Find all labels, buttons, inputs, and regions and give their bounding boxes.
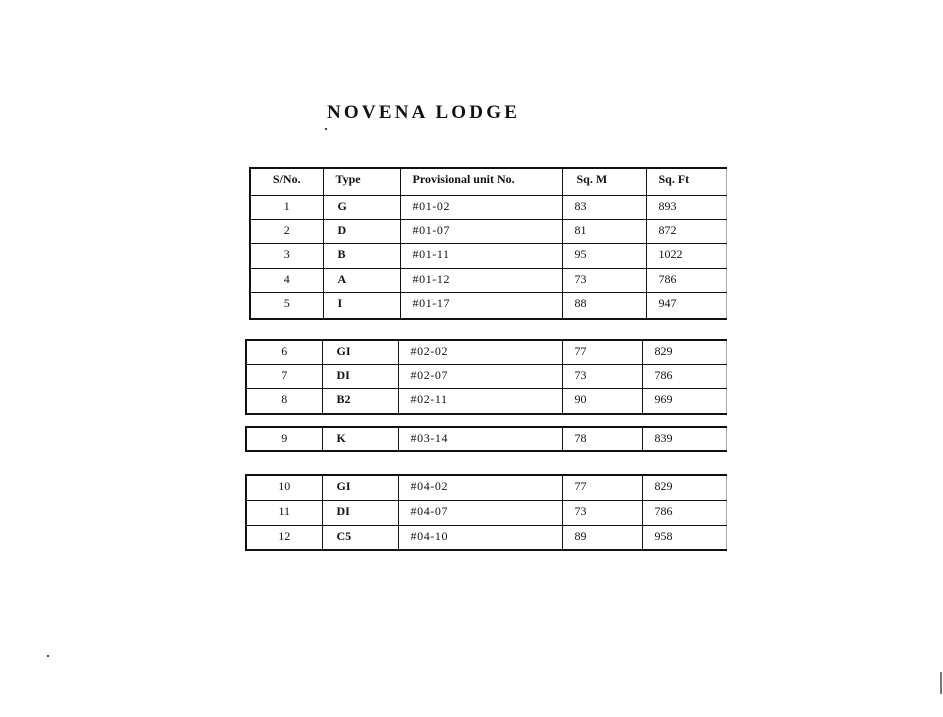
- cell-sqft: 893: [646, 195, 726, 219]
- header-sqm: Sq. M: [562, 168, 646, 195]
- cell-unit: #04-10: [398, 525, 562, 550]
- cell-sno: 5: [283, 295, 290, 310]
- cell-type: B2: [322, 388, 398, 414]
- table-row: [250, 268, 726, 292]
- table-row: [250, 243, 726, 268]
- cell-type: GI: [322, 340, 398, 364]
- header-sno: S/No.: [250, 168, 323, 195]
- table-row: [250, 219, 726, 243]
- cell-sqm: 73: [562, 268, 646, 292]
- cell-unit: #02-02: [398, 340, 562, 364]
- cell-sno: 9: [281, 431, 288, 445]
- cell-sqft: 829: [642, 475, 726, 500]
- cell-unit: #02-07: [398, 364, 562, 388]
- cell-unit: #01-12: [400, 268, 562, 292]
- scan-speck: [47, 655, 49, 657]
- cell-unit: #02-11: [398, 388, 562, 414]
- table-row: [250, 195, 726, 219]
- cell-unit: #01-02: [400, 195, 562, 219]
- cell-sno: 11: [246, 500, 322, 525]
- units-table-level-1: [249, 167, 727, 320]
- cell-sqft: 839: [642, 427, 726, 451]
- cell-sno: 3: [250, 243, 323, 268]
- scan-edge-mark: [940, 672, 942, 694]
- scan-speck: [325, 128, 327, 130]
- cell-sno: 1: [250, 195, 323, 219]
- cell-unit: #01-17: [400, 292, 562, 319]
- cell-sqft: 1022: [646, 243, 726, 268]
- table-row: [246, 427, 726, 451]
- cell-sno: 2: [250, 219, 323, 243]
- cell-type: I: [323, 292, 400, 319]
- cell-unit: #01-07: [400, 219, 562, 243]
- cell-unit: #04-07: [398, 500, 562, 525]
- table-row: [246, 500, 726, 525]
- table-row: [246, 388, 726, 414]
- table-row: [250, 292, 726, 319]
- cell-type: DI: [322, 500, 398, 525]
- cell-type: G: [323, 195, 400, 219]
- header-unit: Provisional unit No.: [400, 168, 562, 195]
- cell-type: K: [322, 427, 398, 451]
- cell-sqft: 786: [642, 500, 726, 525]
- cell-unit: #01-11: [400, 243, 562, 268]
- units-table-level-2: [245, 339, 727, 415]
- cell-unit: #04-02: [398, 475, 562, 500]
- table-row: [246, 475, 726, 500]
- cell-sno: 6: [246, 340, 322, 364]
- cell-sqm: 89: [562, 525, 642, 550]
- cell-sqm: 77: [562, 475, 642, 500]
- cell-sno: 7: [246, 364, 322, 388]
- cell-sqm: 90: [562, 388, 642, 414]
- cell-sqm: 73: [562, 500, 642, 525]
- cell-sqm: 95: [562, 243, 646, 268]
- table-header-row: [250, 168, 726, 195]
- cell-sno: 8: [281, 391, 288, 406]
- cell-sqft: 958: [642, 525, 726, 550]
- cell-sqft: 947: [646, 292, 726, 319]
- cell-sqft: 872: [646, 219, 726, 243]
- cell-sno: 4: [250, 268, 323, 292]
- cell-sqm: 73: [562, 364, 642, 388]
- header-sqft: Sq. Ft: [646, 168, 726, 195]
- cell-sqft: 829: [642, 340, 726, 364]
- table-row: [246, 525, 726, 550]
- cell-type: DI: [322, 364, 398, 388]
- units-table-level-4: [245, 474, 727, 551]
- cell-sqm: 88: [562, 292, 646, 319]
- cell-type: GI: [322, 475, 398, 500]
- cell-sno: 12: [278, 528, 291, 543]
- units-table-level-3: [245, 426, 727, 452]
- cell-sno: 10: [246, 475, 322, 500]
- cell-sqft: 786: [642, 364, 726, 388]
- cell-type: C5: [322, 525, 398, 550]
- header-type: Type: [323, 168, 400, 195]
- cell-sqm: 81: [562, 219, 646, 243]
- page-title: NOVENA LODGE: [327, 102, 521, 123]
- table-row: [246, 364, 726, 388]
- cell-type: B: [323, 243, 400, 268]
- cell-sqm: 83: [562, 195, 646, 219]
- cell-sqft: 969: [642, 388, 726, 414]
- cell-sqm: 78: [562, 427, 642, 451]
- cell-type: D: [323, 219, 400, 243]
- cell-unit: #03-14: [398, 427, 562, 451]
- table-row: [246, 340, 726, 364]
- cell-type: A: [323, 268, 400, 292]
- cell-sqm: 77: [562, 340, 642, 364]
- cell-sqft: 786: [646, 268, 726, 292]
